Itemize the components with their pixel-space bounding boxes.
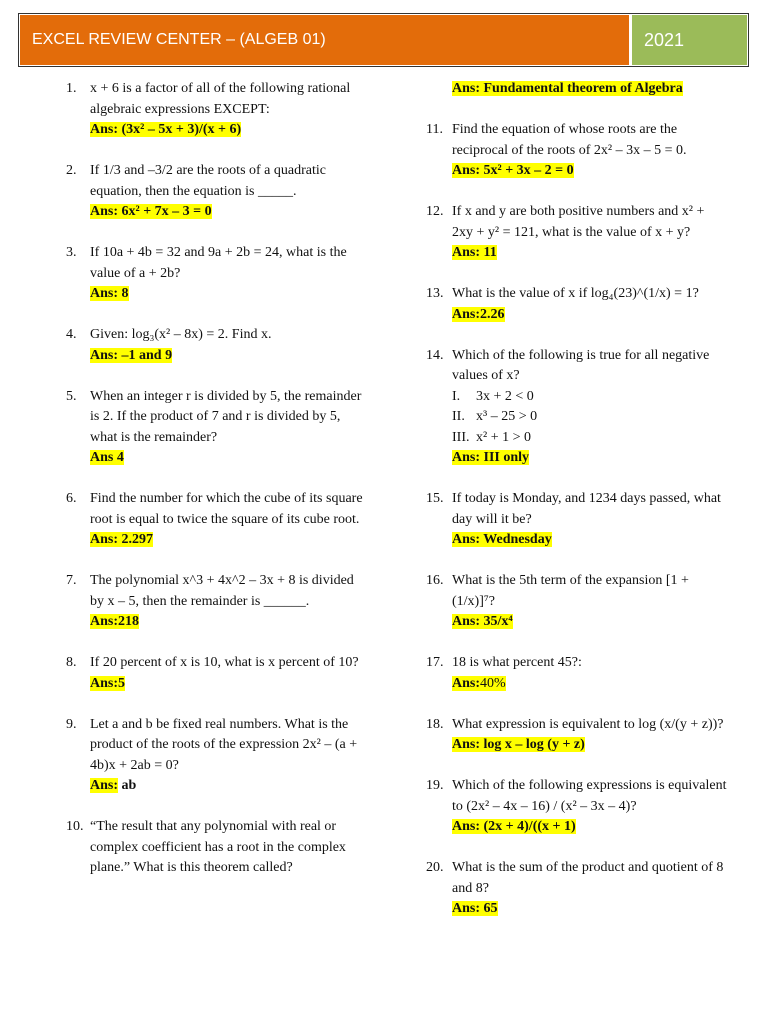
answer: Ans: 2.297: [90, 532, 154, 547]
answer: Ans: 5x² + 3x – 2 = 0: [452, 163, 574, 178]
question-number: 14.: [426, 347, 444, 363]
question-14: [428, 346, 728, 469]
question-text: Let a and b be fixed real numbers. What is the product of the roots of the expression 2x² – (a + 4b)x + 2ab = 0?: [90, 716, 358, 773]
question-text: What is the value of x if log₄(23)^(1/x) = 1?: [452, 286, 699, 301]
question-number: 2.: [66, 163, 77, 178]
answer: Ans:2.26: [452, 306, 505, 322]
answer: Ans: III only: [452, 450, 530, 465]
question-1: [66, 79, 366, 141]
question-number: 6.: [66, 491, 77, 506]
answer-value: ab: [121, 778, 137, 793]
question-number: 4.: [66, 327, 77, 342]
question-text: What is the sum of the product and quotient of 8 and 8?: [452, 860, 724, 896]
answer-label: Ans:: [90, 778, 119, 793]
question-text: When an integer r is divided by 5, the remainder is 2. If the product of 7 and r is divided by 5, what is the remainder?: [90, 388, 362, 445]
right-column: [428, 79, 728, 940]
answer: Ans: 6x² + 7x – 3 = 0: [90, 204, 212, 219]
question-text: What is the 5th term of the expansion [1 + (1/x)]⁷?: [452, 573, 689, 609]
answer: Ans: –1 and 9: [90, 347, 173, 363]
question-5: [66, 387, 366, 469]
question-number: 17.: [426, 655, 444, 670]
question-number: 15.: [426, 491, 444, 506]
question-text: 18 is what percent 45?:: [452, 655, 582, 670]
answer: Ans: Fundamental theorem of Algebra: [452, 81, 683, 96]
question-6: [66, 489, 366, 551]
option: II. x³ – 25 > 0: [452, 409, 538, 424]
option: III. x² + 1 > 0: [452, 429, 531, 445]
answer: Ans:218: [90, 614, 140, 629]
header-year: 2021: [632, 15, 747, 65]
question-2: [66, 161, 366, 223]
answer: Ans: log x – log (y + z): [452, 737, 585, 752]
question-number: 20.: [426, 860, 444, 875]
question-text: What expression is equivalent to log (x/(y + z))?: [452, 716, 724, 732]
question-text: The polynomial x^3 + 4x^2 – 3x + 8 is divided by x – 5, then the remainder is ______.: [90, 573, 354, 609]
question-20: [428, 858, 728, 920]
answer-value: 40%: [480, 675, 506, 691]
question-number: 5.: [66, 388, 77, 404]
question-3: [66, 243, 366, 305]
answer: Ans: 65: [452, 901, 498, 916]
question-number: 12.: [426, 204, 444, 219]
question-number: 11.: [426, 122, 443, 137]
question-10-answer-block: [428, 79, 728, 100]
answer: Ans: Wednesday: [452, 532, 552, 547]
question-text: If 20 percent of x is 10, what is x percent of 10?: [90, 655, 359, 670]
question-18: [428, 715, 728, 756]
question-text: If 10a + 4b = 32 and 9a + 2b = 24, what is the value of a + 2b?: [90, 245, 347, 281]
answer: Ans: 35/x⁴: [452, 614, 513, 629]
question-text: Which of the following is true for all negative values of x?: [452, 347, 710, 383]
question-number: 18.: [426, 716, 444, 732]
question-17: [428, 653, 728, 694]
question-12: [428, 202, 728, 264]
question-text: x + 6 is a factor of all of the following rational algebraic expressions EXCEPT:: [90, 81, 351, 117]
question-9: [66, 715, 366, 797]
question-text: Which of the following expressions is equivalent to (2x² – 4x – 16) / (x² – 3x – 4)?: [452, 778, 727, 814]
question-19: [428, 776, 728, 838]
answer: Ans: 11: [452, 245, 497, 260]
question-number: 8.: [66, 655, 77, 670]
question-11: [428, 120, 728, 182]
question-number: 3.: [66, 245, 77, 260]
question-10: [66, 817, 366, 879]
question-text: Find the number for which the cube of its square root is equal to twice the square of its cube root.: [90, 491, 363, 527]
question-number: 9.: [66, 716, 77, 732]
question-number: 19.: [426, 778, 444, 793]
option: I. 3x + 2 < 0: [452, 388, 534, 404]
question-16: [428, 571, 728, 633]
question-13: [428, 284, 728, 325]
answer: Ans: (3x² – 5x + 3)/(x + 6): [90, 122, 242, 137]
answer: Ans: (2x + 4)/((x + 1): [452, 819, 576, 834]
question-text: If today is Monday, and 1234 days passed, what day will it be?: [452, 491, 721, 527]
answer: Ans:5: [90, 675, 126, 691]
left-column: [66, 79, 366, 899]
page-header: [18, 13, 749, 67]
question-text: If x and y are both positive numbers and x² + 2xy + y² = 121, what is the value of x + y?: [452, 204, 705, 240]
header-title: EXCEL REVIEW CENTER – (ALGEB 01): [20, 15, 629, 65]
question-number: 13.: [426, 286, 444, 301]
question-number: 7.: [66, 573, 77, 588]
question-15: [428, 489, 728, 551]
question-text: Given: log₃(x² – 8x) = 2. Find x.: [90, 327, 272, 342]
question-number: 10.: [66, 819, 84, 834]
question-8: [66, 653, 366, 694]
question-text: Find the equation of whose roots are the reciprocal of the roots of 2x² – 3x – 5 = 0.: [452, 122, 687, 158]
answer: Ans 4: [90, 450, 124, 465]
question-text: If 1/3 and –3/2 are the roots of a quadratic equation, then the equation is _____.: [90, 163, 326, 199]
answer-label: Ans:: [452, 675, 481, 691]
question-text: “The result that any polynomial with real or complex coefficient has a root in the complex plane.” What is this theorem called?: [90, 819, 346, 875]
question-7: [66, 571, 366, 633]
question-number: 1.: [66, 81, 77, 96]
question-number: 16.: [426, 573, 444, 588]
question-4: [66, 325, 366, 366]
answer: Ans: 8: [90, 286, 129, 301]
